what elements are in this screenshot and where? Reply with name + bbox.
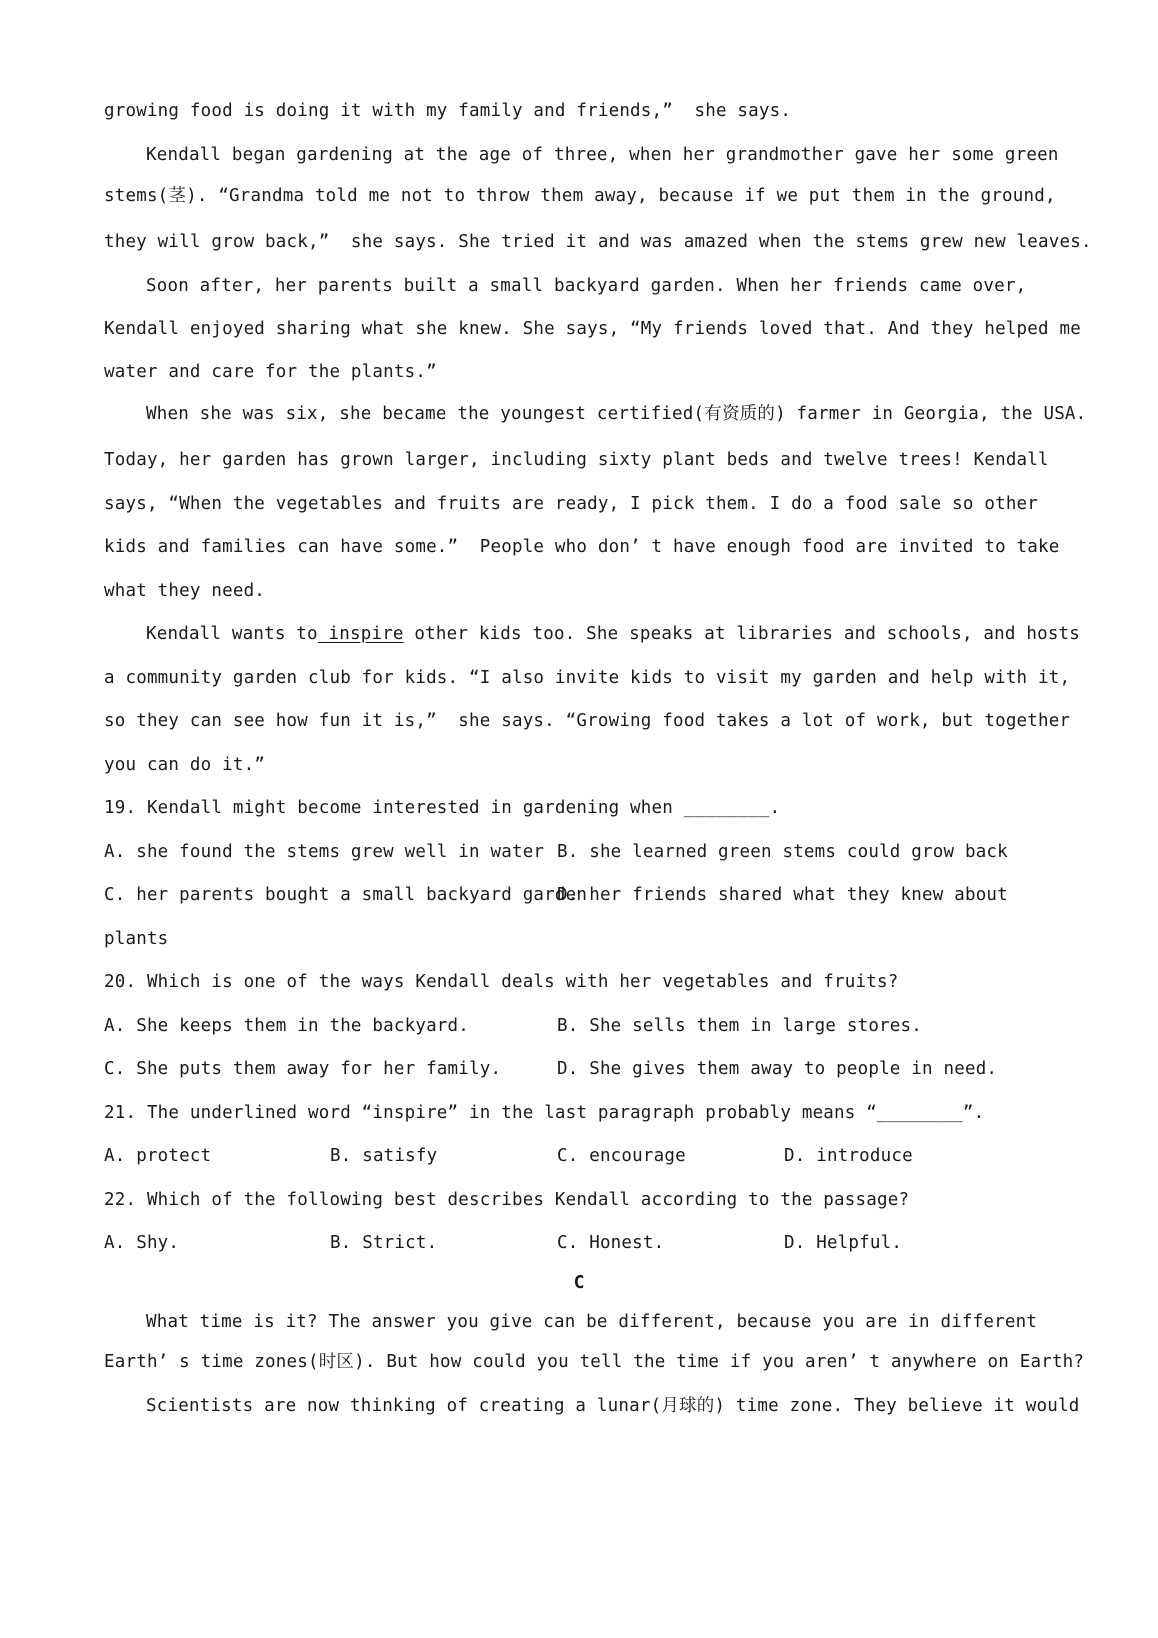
passage-line: Kendall began gardening at the age of three, when her grandmother gave her some green [146,145,1059,165]
passage-line: growing food is doing it with my family and friends,” she says. [104,101,792,121]
option-22-b: B. Strict. [330,1233,438,1253]
option-19-a: A. she found the stems grew well in water [104,842,545,862]
passage-line: Kendall enjoyed sharing what she knew. She says, “My friends loved that. And they helped me [104,319,1081,339]
passage-line: Today, her garden has grown larger, including sixty plant beds and twelve trees! Kendall [104,450,1049,470]
option-19-b: B. she learned green stems could grow back [557,842,1008,862]
passage-line: Earth’ s time zones(时区). But how could you tell the time if you aren’ t anywhere on Earth? [104,1352,1085,1372]
passage-line [146,623,1080,645]
passage-text: other kids too. She speaks at libraries and schools, and hosts [403,624,1081,644]
option-21-a: A. protect [104,1146,212,1166]
passage-line: a community garden club for kids. “I also invite kids to visit my garden and help with it, [104,668,1071,688]
option-20-c: C. She puts them away for her family. [104,1059,502,1079]
option-21-b: B. satisfy [330,1146,438,1166]
option-20-b: B. She sells them in large stores. [557,1016,923,1036]
passage-line: they will grow back,” she says. She tried it and was amazed when the stems grew new leaves. [104,232,1092,252]
option-19-c: C. her parents bought a small backyard garden [104,885,588,905]
passage-line: you can do it.” [104,755,266,775]
passage-line: stems(茎). “Grandma told me not to throw them away, because if we put them in the ground, [104,186,1056,206]
option-21-c: C. encourage [557,1146,686,1166]
option-22-d: D. Helpful. [784,1233,903,1253]
option-19-d: D. her friends shared what they knew about [557,885,1008,905]
passage-line: Scientists are now thinking of creating a lunar(月球的) time zone. They believe it would [146,1396,1080,1416]
option-19-d-continued: plants [104,929,169,949]
option-22-c: C. Honest. [557,1233,665,1253]
passage-line: says, “When the vegetables and fruits are ready, I pick them. I do a food sale so other [104,494,1039,514]
passage-line: Soon after, her parents built a small backyard garden. When her friends came over, [146,276,1027,296]
option-20-a: A. She keeps them in the backyard. [104,1016,470,1036]
question-stem-22: 22. Which of the following best describes Kendall according to the passage? [104,1190,910,1210]
passage-line: kids and families can have some.” People who don’ t have enough food are invited to take [104,537,1060,557]
passage-line: so they can see how fun it is,” she says. “Growing food takes a lot of work, but together [104,711,1071,731]
passage-line: When she was six, she became the youngest certified(有资质的) farmer in Georgia, the USA. [146,404,1087,424]
passage-line: What time is it? The answer you give can be different, because you are in different [146,1312,1038,1332]
passage-line: what they need. [104,581,266,601]
underlined-word-inspire: inspire [317,624,404,644]
section-heading-c: C [573,1272,585,1293]
passage-line: water and care for the plants.” [104,362,437,382]
passage-text: Kendall wants to [146,624,318,644]
option-21-d: D. introduce [784,1146,913,1166]
question-stem-20: 20. Which is one of the ways Kendall deals with her vegetables and fruits? [104,972,899,992]
question-stem-21: 21. The underlined word “inspire” in the last paragraph probably means “________”. [104,1103,985,1123]
question-stem-19: 19. Kendall might become interested in gardening when ________. [104,798,781,818]
option-22-a: A. Shy. [104,1233,180,1253]
option-20-d: D. She gives them away to people in need. [557,1059,998,1079]
